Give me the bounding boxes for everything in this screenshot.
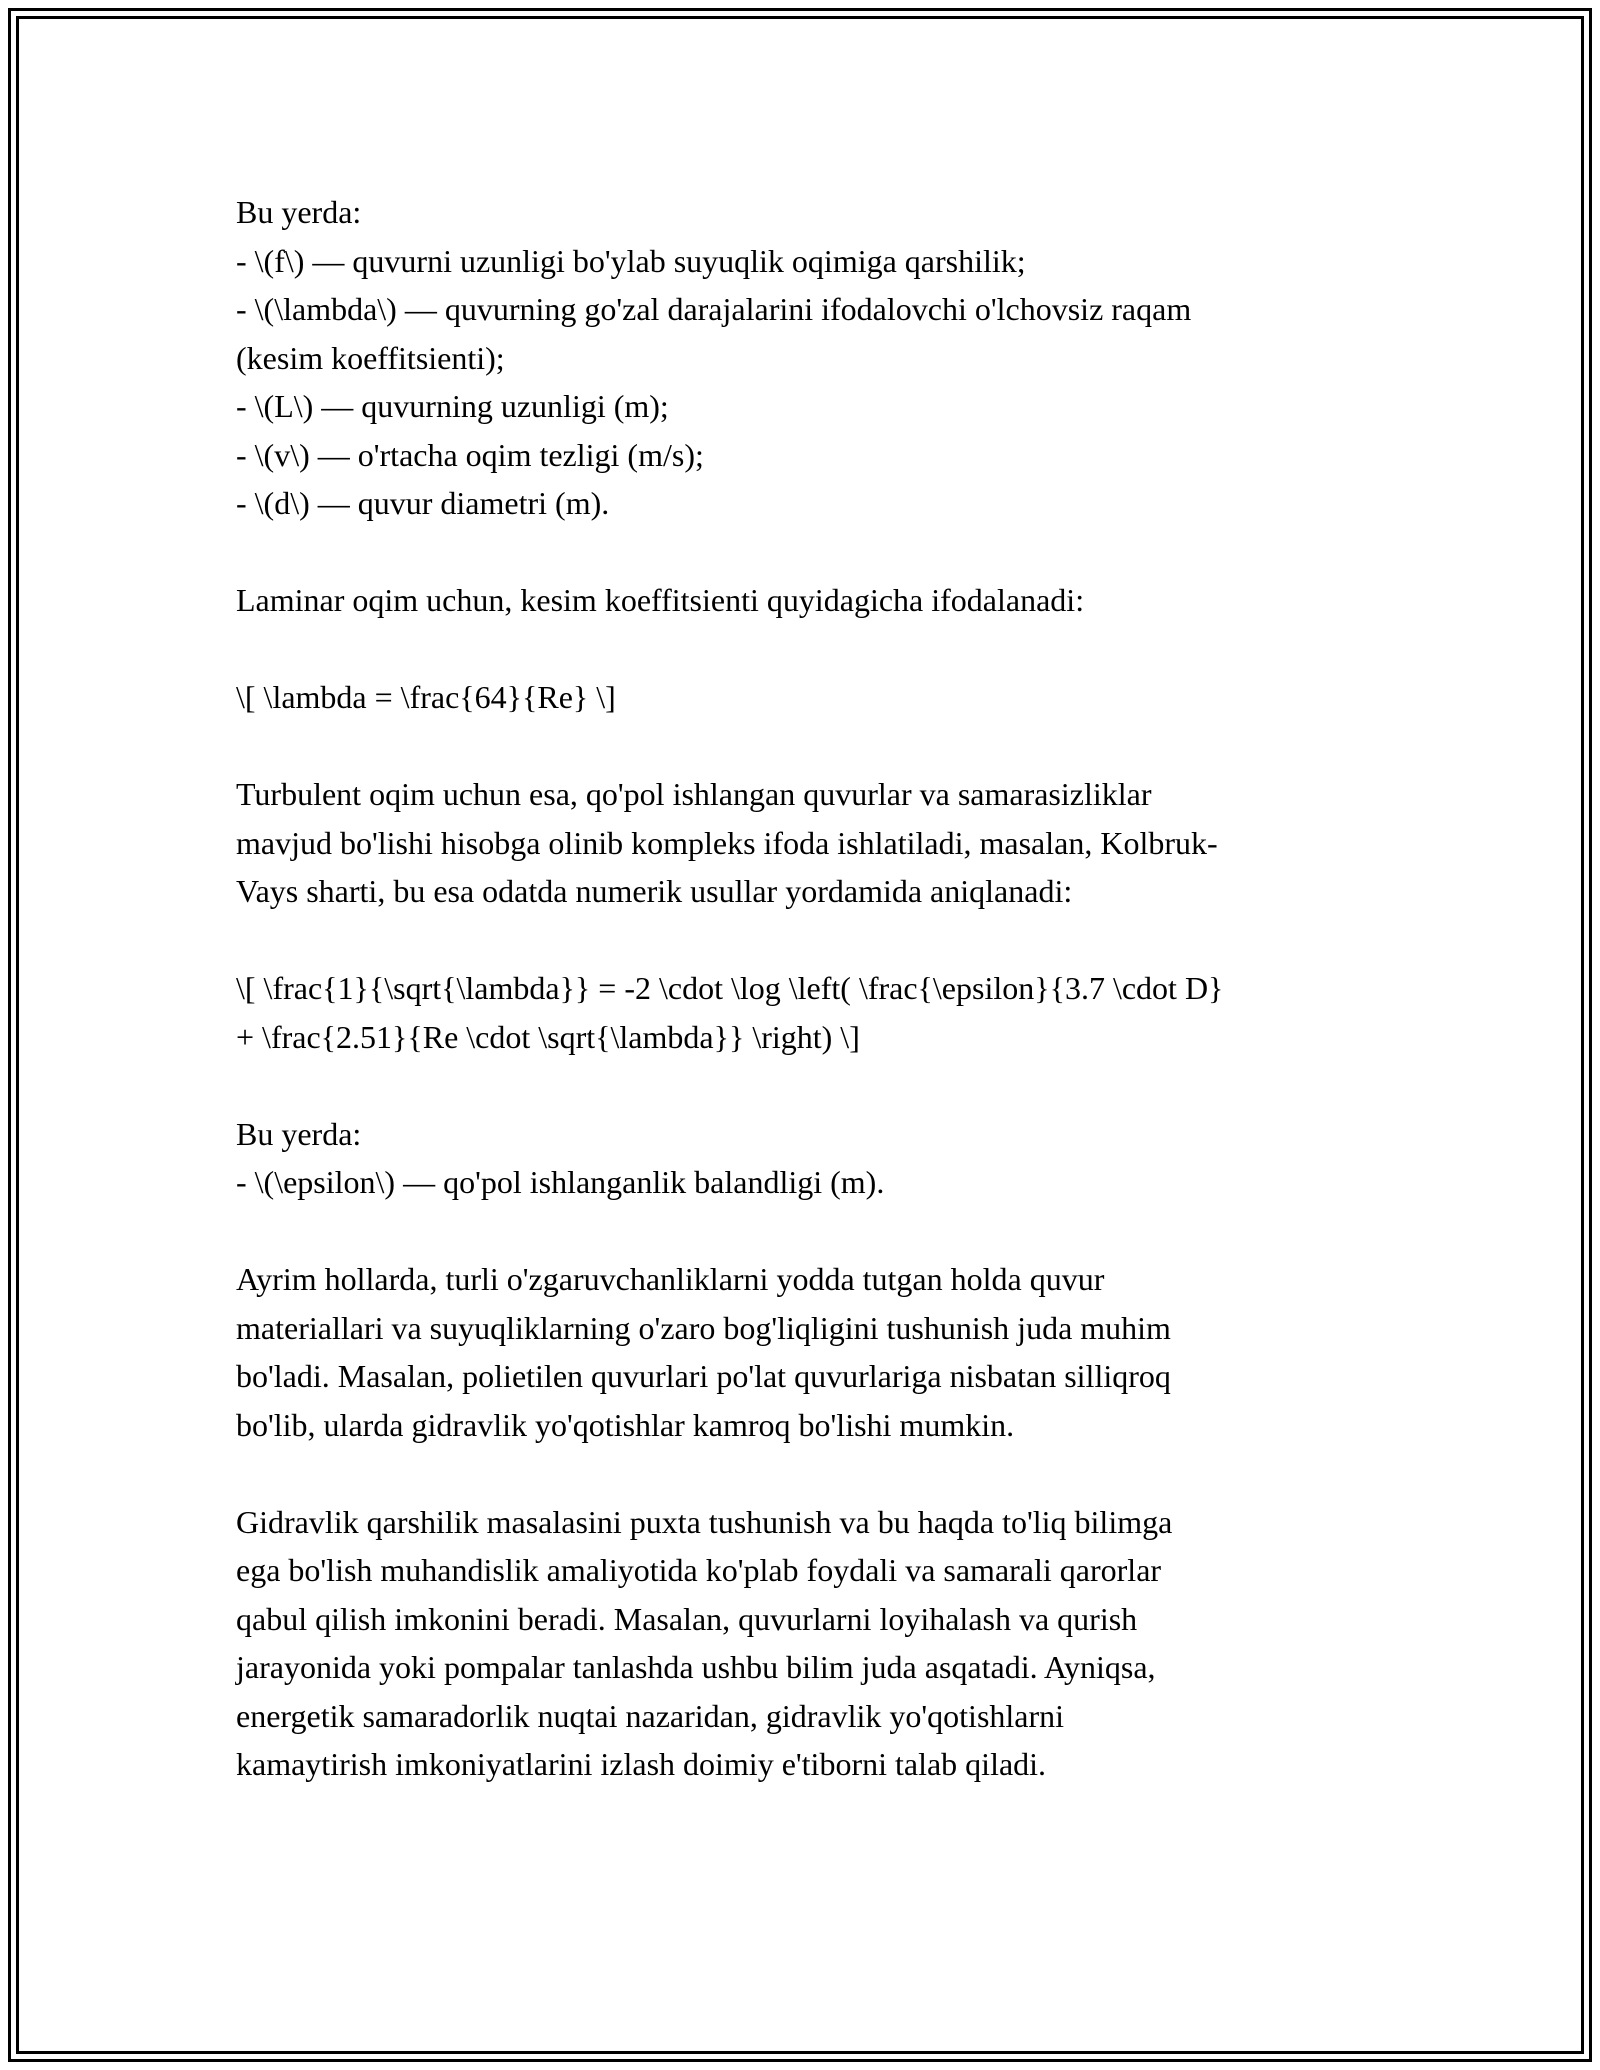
text-line: - \(f\) — quvurni uzunligi bo'ylab suyuqlik oqimiga qarshilik; [236, 242, 1026, 279]
text-line: kamaytirish imkoniyatlarini izlash doimiy e'tiborni talab qiladi. [236, 1746, 1047, 1782]
paragraph-materials [236, 1255, 1386, 1449]
text-line: - \(\epsilon\) — qo'pol ishlanganlik balandligi (m). [236, 1164, 885, 1200]
text-line: materiallari va suyuqliklarning o'zaro bog'liqligini tushunish juda muhim [236, 1309, 1171, 1346]
text-line: energetik samaradorlik nuqtai nazaridan, gidravlik yo'qotishlarni [236, 1697, 1065, 1734]
text-line: Gidravlik qarshilik masalasini puxta tushunish va bu haqda to'liq bilimga [236, 1503, 1173, 1540]
formula-line: \[ \lambda = \frac{64}{Re} \] [236, 679, 616, 715]
formula-colebrook [236, 964, 1386, 1061]
text-line: jarayonida yoki pompalar tanlashda ushbu bilim juda asqatadi. Ayniqsa, [236, 1649, 1156, 1685]
document-body [236, 188, 1386, 1837]
paragraph-conclusion [236, 1498, 1386, 1789]
paragraph-laminar-intro [236, 576, 1386, 625]
text-line: Bu yerda: [236, 1115, 362, 1152]
text-line: - \(d\) — quvur diametri (m). [236, 485, 610, 521]
formula-line: \[ \frac{1}{\sqrt{\lambda}} = -2 \cdot \log \left( \frac{\epsilon}{3.7 \cdot D} [236, 970, 1224, 1006]
text-line: (kesim koeffitsienti); [236, 339, 505, 376]
text-line: Vays sharti, bu esa odatda numerik usullar yordamida aniqlanadi: [236, 873, 1073, 909]
text-line: Laminar oqim uchun, kesim koeffitsienti quyidagicha ifodalanadi: [236, 582, 1085, 618]
text-line: bo'ladi. Masalan, polietilen quvurlari po'lat quvurlariga nisbatan silliqroq [236, 1358, 1171, 1394]
text-line: Bu yerda: [236, 194, 362, 230]
text-line: bo'lib, ularda gidravlik yo'qotishlar kamroq bo'lishi mumkin. [236, 1406, 1015, 1443]
text-line: qabul qilish imkonini beradi. Masalan, quvurlarni loyihalash va qurish [236, 1600, 1138, 1637]
text-line: mavjud bo'lishi hisobga olinib kompleks ifoda ishlatiladi, masalan, Kolbruk- [236, 824, 1218, 861]
text-line: Ayrim hollarda, turli o'zgaruvchanliklarni yodda tutgan holda quvur [236, 1261, 1105, 1297]
paragraph-epsilon-definition [236, 1110, 1386, 1207]
text-line: ega bo'lish muhandislik amaliyotida ko'plab foydali va samarali qarorlar [236, 1552, 1162, 1588]
formula-line: + \frac{2.51}{Re \cdot \sqrt{\lambda}} \right) \] [236, 1018, 860, 1055]
paragraph-turbulent-intro [236, 770, 1386, 916]
text-line: Turbulent oqim uchun esa, qo'pol ishlangan quvurlar va samarasizliklar [236, 776, 1152, 812]
text-line: - \(L\) — quvurning uzunligi (m); [236, 388, 669, 424]
text-line: - \(v\) — o'rtacha oqim tezligi (m/s); [236, 436, 704, 473]
paragraph-variables-definition [236, 188, 1386, 528]
text-line: - \(\lambda\) — quvurning go'zal darajalarini ifodalovchi o'lchovsiz raqam [236, 291, 1192, 327]
formula-laminar [236, 673, 1386, 722]
